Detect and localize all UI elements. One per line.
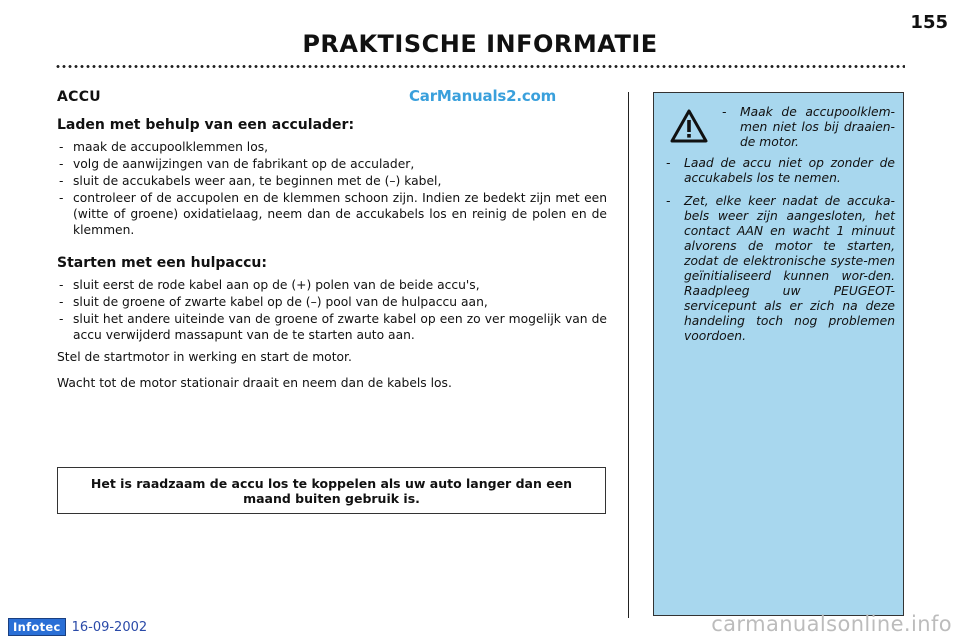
charging-list <box>57 139 607 238</box>
dotted-divider <box>55 64 905 69</box>
paragraph: Stel de startmotor in werking en start de motor. <box>57 350 352 364</box>
list-item: - maak de accupoolklemmen los, <box>57 139 607 155</box>
list-item: - sluit eerst de rode kabel aan op de (+) polen van de beide accu's, <box>57 277 607 293</box>
note-box <box>57 467 606 514</box>
list-item: - sluit de groene of zwarte kabel op de (–) pool van de hulpaccu aan, <box>57 294 607 310</box>
footer-date: 16-09-2002 <box>71 619 148 635</box>
list-item: - sluit de accukabels weer aan, te beginnen met de (–) kabel, <box>57 173 607 189</box>
note-text: Het is raadzaam de accu los te koppelen als uw auto langer dan een maand buiten gebruik is. <box>90 475 573 506</box>
column-divider <box>628 92 629 618</box>
warning-header <box>664 105 895 150</box>
warning-item: - Zet, elke keer nadat de accuka-bels weer zijn aangesloten, het contact AAN en wacht 1 minuut alvorens de motor te starten, zodat de elektronische syste-men geïnitialiseerd kunnen wor-den. Raadpleeg uw PEUGEOT-servicepunt als er zich na deze handeling toch nog problemen voordoen. <box>666 194 895 343</box>
charging-heading: Laden met behulp van een acculader: <box>57 117 355 133</box>
list-item: - sluit het andere uiteinde van de groene of zwarte kabel op een zo ver mogelijk van de accu verwijderd massapunt van de te starten auto aan. <box>57 311 607 343</box>
left-column <box>57 89 607 391</box>
footer <box>8 618 147 636</box>
jumpstart-list <box>57 277 607 343</box>
paragraph: Wacht tot de motor stationair draait en neem dan de kabels los. <box>57 376 452 390</box>
page-title: PRAKTISCHE INFORMATIE <box>302 30 658 58</box>
warning-box <box>653 92 904 616</box>
warning-item: - Laad de accu niet op zonder de accukabels los te nemen. <box>666 156 895 185</box>
list-item: - volg de aanwijzingen van de fabrikant op de acculader, <box>57 156 607 172</box>
watermark-link[interactable]: CarManuals2.com <box>409 87 557 105</box>
site-watermark: carmanualsonline.info <box>711 612 952 636</box>
infotec-logo: Infotec <box>8 618 66 636</box>
warning-triangle-icon <box>670 109 708 143</box>
list-item: - controleer of de accupolen en de klemmen schoon zijn. Indien ze bedekt zijn met een (witte of groene) oxidatielaag, neem dan de accukabels los en reinig de polen en de klemmen. <box>57 190 607 238</box>
section-title: ACCU <box>57 89 101 105</box>
jumpstart-heading: Starten met een hulpaccu: <box>57 255 267 271</box>
warning-item: - Maak de accupoolklem-men niet los bij draaien-de motor. <box>722 105 895 149</box>
page-number: 155 <box>910 12 948 33</box>
